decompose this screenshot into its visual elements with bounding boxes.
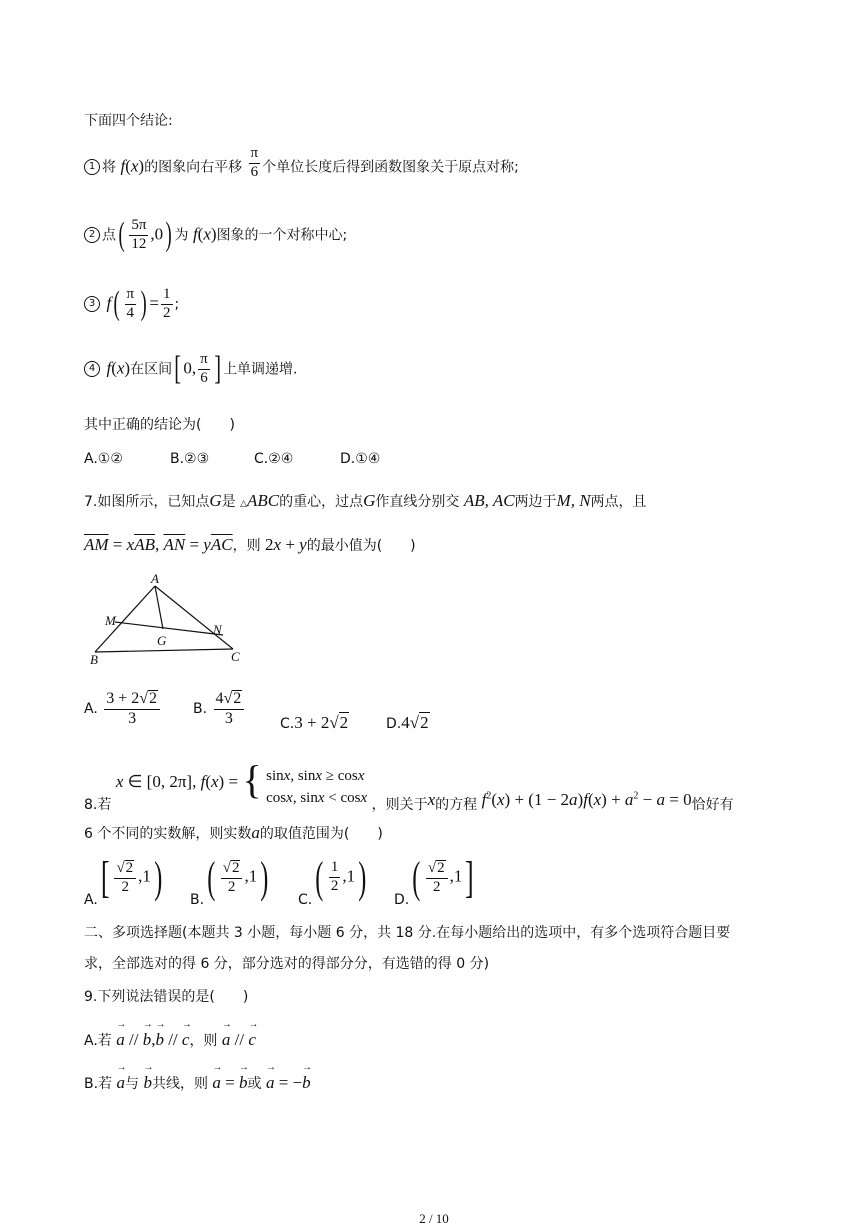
stmt2-text-b: 为 — [174, 227, 189, 244]
q9-option-a — [84, 1031, 256, 1048]
question-7-line2 — [84, 536, 416, 553]
comma-one: ,1 — [449, 866, 463, 886]
stmt1-text-c: 个单位长度后得到函数图象关于原点对称; — [262, 159, 519, 176]
var-x: x — [203, 224, 211, 244]
q7-text-d: 作直线分别交 — [375, 494, 460, 510]
right-paren: ) — [165, 216, 172, 254]
equation-expr: $f^2(x) + (1 - 2a)f(x) + a^2 - a = 0$ — [481, 790, 692, 809]
option-letter: D. — [386, 716, 402, 732]
comma: , — [151, 1030, 156, 1049]
parallel-sym: // — [163, 1030, 182, 1049]
sqrt2-over-2: $\frac{√2}{2}$ — [114, 860, 136, 896]
statement-2 — [84, 218, 347, 253]
vec-a: → a — [222, 1031, 231, 1048]
vec-b: → b — [143, 1074, 152, 1091]
option-letter: C. — [298, 891, 313, 908]
stmt2-text-a: 点 — [102, 227, 116, 244]
fx-math: f — [106, 293, 112, 313]
circled-2: 2 — [84, 227, 100, 243]
expr-2x-plus-y: 2x + y — [265, 535, 307, 554]
equals: = — [108, 535, 127, 554]
section-2-heading-line1: 二、多项选择题(本题共 3 小题，每小题 6 分，共 18 分.在每小题给出的选项中，有多个选项符合题目要 — [84, 925, 731, 941]
page-footer: 2 / 10 — [419, 1211, 449, 1226]
paren-close: ) — [124, 358, 131, 378]
q9-option-b — [84, 1074, 311, 1091]
option-letter: B. — [193, 700, 208, 717]
q9A-text-b: ，则 — [189, 1033, 218, 1049]
option-letter: A. — [84, 700, 98, 717]
sqrt2-over-2: $\frac{√2}{2}$ — [426, 860, 448, 896]
circled-3: 3 — [84, 296, 100, 312]
question-8-line1 — [84, 756, 734, 813]
q7-option-b — [193, 690, 246, 728]
vec-b: → b — [155, 1031, 164, 1048]
fx-math: f — [106, 358, 112, 378]
comma-one: ,1 — [244, 866, 258, 886]
stmt4-text-b: 上单调递增. — [223, 361, 298, 378]
left-paren: ( — [113, 285, 120, 323]
q8-option-b — [190, 852, 272, 908]
label-M: M — [105, 613, 116, 628]
equals-minus: = − — [274, 1073, 303, 1092]
var-x: x — [427, 790, 436, 809]
vec-c: → c — [182, 1031, 190, 1048]
right-paren: ) — [260, 853, 269, 902]
var-a: a — [251, 823, 260, 842]
stmt1-text-a: 将 — [102, 159, 116, 176]
vec-b: → b — [302, 1074, 311, 1091]
question-7-line1 — [84, 492, 647, 509]
left-bracket: [ — [174, 350, 182, 388]
stmt4-text-a: 在区间 — [130, 361, 173, 378]
circled-1: 1 — [84, 159, 100, 175]
comma-one: ,1 — [138, 866, 151, 886]
vec-AN: $\overline{AN}$ — [163, 535, 186, 554]
comma-one: ,1 — [342, 866, 356, 886]
statement-3 — [84, 287, 179, 322]
equals: = — [149, 293, 160, 313]
paren-close: ) — [210, 224, 217, 244]
comma: , — [154, 535, 164, 554]
comma-zero: ,0 — [150, 224, 164, 244]
var-G: G — [209, 491, 222, 510]
vec-c: → c — [248, 1031, 256, 1048]
left-paren: ( — [207, 853, 216, 902]
var-G: G — [363, 491, 376, 510]
vec-AM: $\overline{AM}$ — [84, 535, 109, 554]
left-bracket: [ — [100, 853, 110, 902]
right-paren: ) — [154, 853, 163, 902]
q9B-text-b: 与 — [125, 1076, 140, 1092]
q8-text-a: 8.若 — [84, 797, 112, 813]
paren-x: ( — [125, 156, 131, 176]
q8-line2-a: 6 个不同的实数解，则实数 — [84, 826, 252, 842]
q8-text-d: 恰好有 — [691, 797, 734, 813]
q7-text-c: 的重心，过点 — [279, 494, 364, 510]
one-half: $\frac{1}{2}$ — [330, 859, 339, 894]
var-AB-AC: AB, AC — [463, 491, 515, 510]
option-b-math: $\frac{4√2}{3}$ — [214, 690, 245, 728]
vec-b: → b — [239, 1074, 248, 1091]
q9A-text-a: A.若 — [84, 1033, 112, 1049]
fx-math: f — [192, 224, 198, 244]
question-9: 9.下列说法错误的是( ) — [84, 989, 249, 1005]
q7-text-e: 两边于 — [514, 494, 557, 510]
pi-over-6: $\frac{\pi}{6}$ — [200, 351, 208, 386]
left-paren: ( — [315, 853, 324, 902]
q8-text-b: ，则关于 — [371, 797, 428, 813]
triangle-figure — [85, 572, 255, 667]
right-bracket: ] — [214, 350, 221, 388]
statement-4 — [84, 352, 298, 387]
label-G: G — [157, 633, 167, 648]
q7-option-c — [280, 712, 349, 733]
vec-a: → a — [116, 1031, 125, 1048]
q8-text-c: 的方程 — [435, 797, 478, 813]
label-A: A — [151, 572, 159, 586]
label-C: C — [231, 649, 240, 664]
equals: = — [220, 1073, 240, 1092]
option-letter: D. — [394, 891, 410, 908]
q7-option-d — [386, 712, 430, 733]
option-letter: C. — [280, 716, 295, 732]
q8-option-d — [394, 852, 477, 908]
circled-4: 4 — [84, 361, 100, 377]
var-x: x — [116, 358, 125, 378]
pi-over-6: $\frac{\pi}{6}$ — [250, 145, 259, 180]
5pi-over-12: $\frac{5\pi}{12}$ — [131, 217, 147, 252]
var-y: y — [203, 535, 211, 554]
equals: = — [185, 535, 204, 554]
vec-AB: $\overline{AB}$ — [134, 535, 155, 554]
parallel-sym: // — [124, 1030, 143, 1049]
question-6-ask: 其中正确的结论为( ) — [84, 417, 235, 433]
q6-option-a: A.①② — [84, 451, 123, 467]
piecewise-brace: { — [242, 757, 262, 802]
zero-comma: 0, — [183, 358, 197, 378]
option-d-math: 4√2 — [401, 713, 429, 732]
domain-expr: x ∈ [0, 2π], f(x) = — [115, 772, 239, 791]
option-c-math: 3 + 2√2 — [294, 713, 349, 732]
vec-b: → b — [143, 1031, 152, 1048]
fx-math: f — [120, 156, 126, 176]
right-paren: ) — [358, 853, 367, 902]
vec-a: → a — [266, 1074, 275, 1091]
vec-a: → a — [117, 1074, 126, 1091]
section-2-heading-line2: 求，全部选对的得 6 分，部分选对的得部分分，有选错的得 0 分) — [84, 956, 490, 972]
q8-option-c — [298, 852, 370, 908]
q9B-text-c: 共线，则 — [151, 1076, 208, 1092]
option-a-math: $\frac{3 + 2√2}{3}$ — [104, 690, 160, 728]
intro-text: 下面四个结论: — [84, 113, 173, 129]
vec-AC: $\overline{AC}$ — [210, 535, 233, 554]
case-2: cosx, sinx < cosx — [266, 790, 368, 806]
one-half: $\frac{1}{2}$ — [163, 286, 171, 321]
stmt3-end: ; — [174, 296, 180, 313]
q7-text-a: 7.如图所示，已知点 — [84, 494, 210, 510]
q9B-text-a: B.若 — [84, 1076, 113, 1092]
paren-x: ( — [197, 224, 204, 244]
stmt2-text-c: 图象的一个对称中心; — [216, 227, 348, 244]
q6-option-b: B.②③ — [170, 451, 210, 467]
q9B-text-d: 或 — [247, 1076, 262, 1092]
sqrt2-over-2: $\frac{√2}{2}$ — [221, 860, 243, 896]
triangle-symbol: △ — [240, 499, 248, 509]
var-ABC: ABC — [247, 491, 280, 510]
left-paren: ( — [412, 853, 421, 902]
paren-close: ) — [138, 156, 145, 176]
q7-text-h: 的最小值为( ) — [306, 538, 416, 554]
q7-text-g: ，则 — [232, 538, 261, 554]
var-M-N: M, N — [556, 491, 591, 510]
paren-x: ( — [111, 358, 117, 378]
option-letter: A. — [84, 891, 98, 908]
q8-option-a — [84, 852, 166, 908]
vec-a: → a — [212, 1074, 221, 1091]
label-B: B — [90, 652, 98, 667]
piecewise-cases — [266, 765, 367, 810]
q6-option-c: C.②④ — [254, 451, 294, 467]
var-x: x — [130, 156, 139, 176]
option-letter: B. — [190, 891, 205, 908]
right-bracket: ] — [465, 853, 475, 902]
q6-option-d: D.①④ — [340, 451, 381, 467]
parallel-sym: // — [230, 1030, 249, 1049]
var-x: x — [126, 535, 135, 554]
q7-text-f: 两点，且 — [590, 494, 647, 510]
label-N: N — [213, 622, 222, 637]
pi-over-4: $\frac{\pi}{4}$ — [126, 286, 135, 321]
case-1: sinx, sinx ≥ cosx — [266, 767, 365, 784]
q7-text-b: 是 — [221, 494, 236, 510]
question-8-line2 — [84, 824, 383, 841]
right-paren: ) — [140, 285, 147, 323]
statement-1 — [84, 145, 519, 185]
left-paren: ( — [118, 216, 125, 254]
q8-line2-b: 的取值范围为( ) — [259, 826, 383, 842]
q7-option-a — [84, 690, 162, 728]
stmt1-text-b: 的图象向右平移 — [144, 159, 243, 176]
